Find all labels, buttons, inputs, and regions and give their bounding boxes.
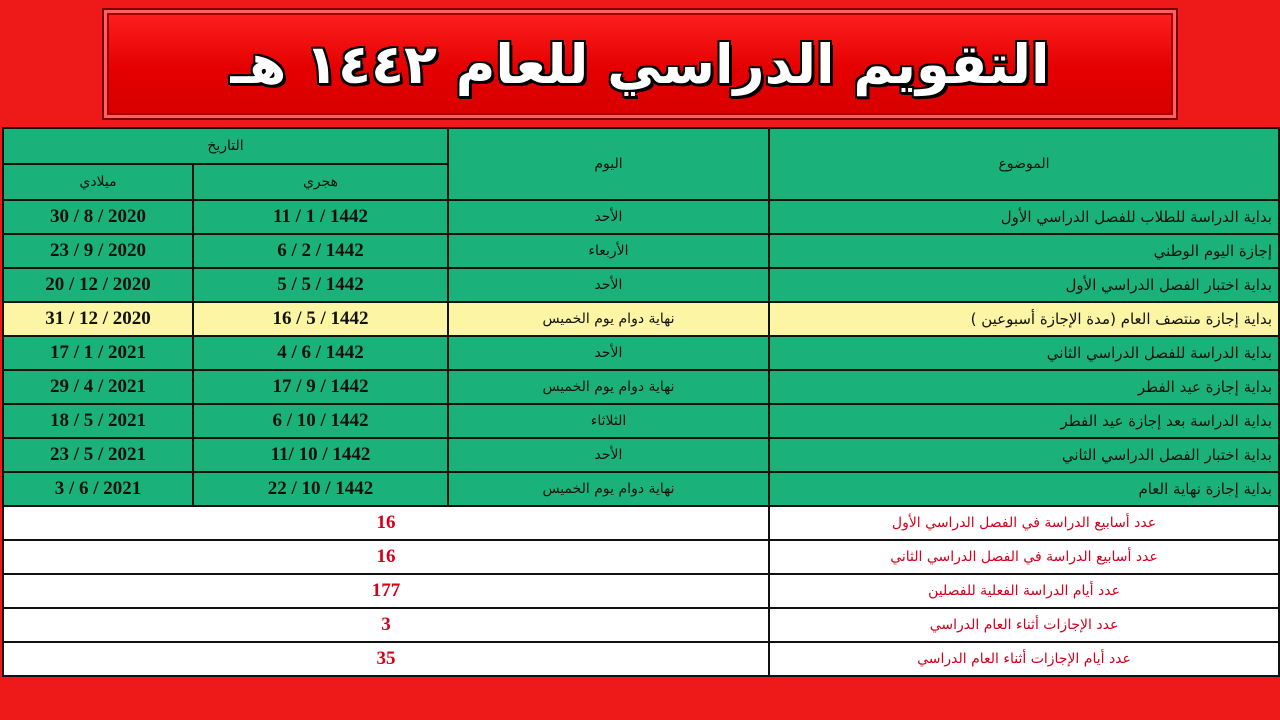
date-header: التاريخ (3, 128, 448, 164)
gregorian-date-cell: 31 / 12 / 2020 (3, 302, 193, 336)
hijri-date-cell: 4 / 6 / 1442 (193, 336, 448, 370)
gregorian-date-cell: 18 / 5 / 2021 (3, 404, 193, 438)
hijri-date-cell: 6 / 2 / 1442 (193, 234, 448, 268)
summary-value: 3 (3, 608, 769, 642)
day-header: اليوم (448, 128, 769, 200)
summary-label: عدد أسابيع الدراسة في الفصل الدراسي الثاني (769, 540, 1279, 574)
hijri-header: هجري (193, 164, 448, 200)
hijri-date-cell: 22 / 10 / 1442 (193, 472, 448, 506)
hijri-date-cell: 11 / 1 / 1442 (193, 200, 448, 234)
hijri-date-cell: 16 / 5 / 1442 (193, 302, 448, 336)
hijri-date-cell: 5 / 5 / 1442 (193, 268, 448, 302)
table-row (3, 268, 1279, 302)
summary-label: عدد أيام الإجازات أثناء العام الدراسي (769, 642, 1279, 676)
gregorian-date-cell: 30 / 8 / 2020 (3, 200, 193, 234)
summary-row (3, 506, 1279, 540)
topic-cell: بداية إجازة عيد الفطر (769, 370, 1279, 404)
topic-cell: إجازة اليوم الوطني (769, 234, 1279, 268)
hijri-date-cell: 17 / 9 / 1442 (193, 370, 448, 404)
gregorian-date-cell: 23 / 9 / 2020 (3, 234, 193, 268)
day-cell: الأحد (448, 200, 769, 234)
summary-value: 16 (3, 506, 769, 540)
hijri-date-cell: 6 / 10 / 1442 (193, 404, 448, 438)
summary-label: عدد أسابيع الدراسة في الفصل الدراسي الأول (769, 506, 1279, 540)
summary-row (3, 608, 1279, 642)
topic-cell: بداية الدراسة بعد إجازة عيد الفطر (769, 404, 1279, 438)
table-row (3, 200, 1279, 234)
academic-calendar-table (2, 127, 1280, 677)
summary-label: عدد الإجازات أثناء العام الدراسي (769, 608, 1279, 642)
page-title: التقويم الدراسي للعام ١٤٤٢ هـ (230, 32, 1050, 96)
table-row (3, 472, 1279, 506)
summary-row (3, 574, 1279, 608)
table-row (3, 404, 1279, 438)
day-cell: الأحد (448, 336, 769, 370)
gregorian-date-cell: 3 / 6 / 2021 (3, 472, 193, 506)
table-row (3, 234, 1279, 268)
summary-value: 35 (3, 642, 769, 676)
topic-cell: بداية إجازة نهاية العام (769, 472, 1279, 506)
gregorian-date-cell: 17 / 1 / 2021 (3, 336, 193, 370)
gregorian-date-cell: 23 / 5 / 2021 (3, 438, 193, 472)
day-cell: الأربعاء (448, 234, 769, 268)
table-row (3, 370, 1279, 404)
summary-label: عدد أيام الدراسة الفعلية للفصلين (769, 574, 1279, 608)
gregorian-date-cell: 20 / 12 / 2020 (3, 268, 193, 302)
day-cell: نهاية دوام يوم الخميس (448, 472, 769, 506)
summary-value: 177 (3, 574, 769, 608)
table-row (3, 438, 1279, 472)
topic-cell: بداية الدراسة للطلاب للفصل الدراسي الأول (769, 200, 1279, 234)
title-banner (102, 8, 1178, 120)
day-cell: الثلاثاء (448, 404, 769, 438)
hijri-date-cell: 11/ 10 / 1442 (193, 438, 448, 472)
topic-header: الموضوع (769, 128, 1279, 200)
day-cell: الأحد (448, 268, 769, 302)
day-cell: نهاية دوام يوم الخميس (448, 302, 769, 336)
table-row (3, 302, 1279, 336)
summary-value: 16 (3, 540, 769, 574)
summary-row (3, 540, 1279, 574)
summary-row (3, 642, 1279, 676)
topic-cell: بداية اختبار الفصل الدراسي الثاني (769, 438, 1279, 472)
table-row (3, 336, 1279, 370)
day-cell: الأحد (448, 438, 769, 472)
gregorian-date-cell: 29 / 4 / 2021 (3, 370, 193, 404)
topic-cell: بداية اختبار الفصل الدراسي الأول (769, 268, 1279, 302)
topic-cell: بداية إجازة منتصف العام (مدة الإجازة أسبوعين ) (769, 302, 1279, 336)
topic-cell: بداية الدراسة للفصل الدراسي الثاني (769, 336, 1279, 370)
day-cell: نهاية دوام يوم الخميس (448, 370, 769, 404)
gregorian-header: ميلادي (3, 164, 193, 200)
